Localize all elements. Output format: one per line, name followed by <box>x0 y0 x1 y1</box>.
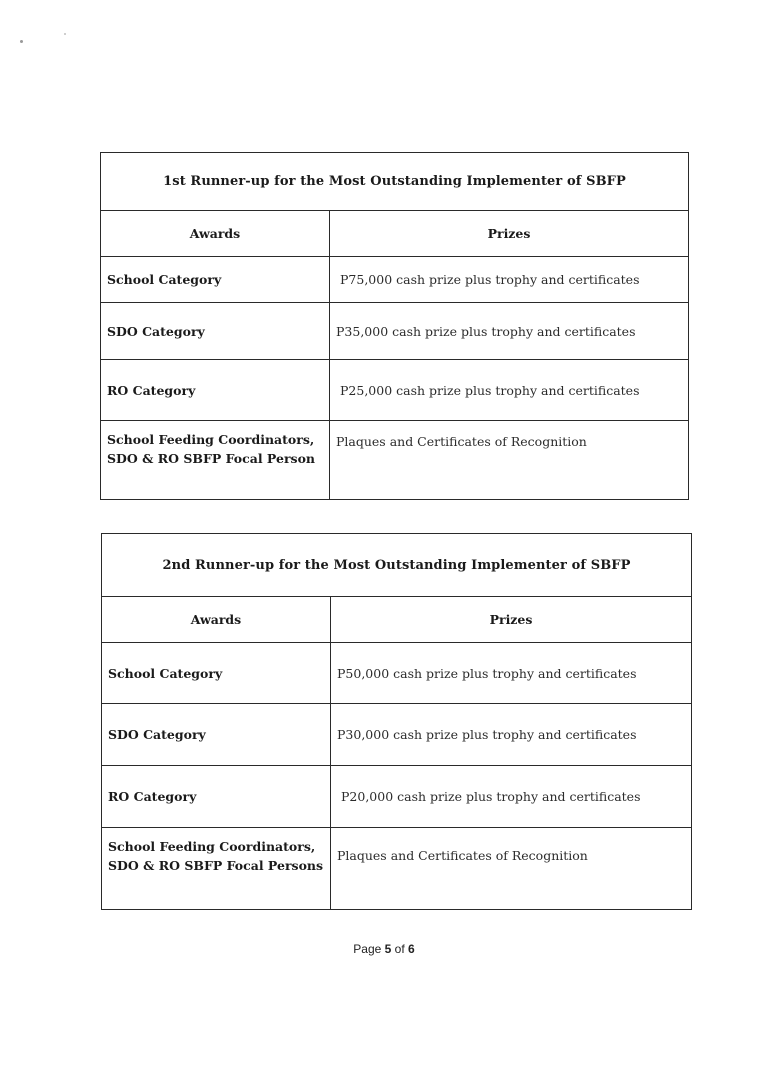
prize-value: P30,000 cash prize plus trophy and certificates <box>331 704 692 766</box>
table-row <box>102 766 692 828</box>
awards-header: Awards <box>102 597 331 643</box>
table-row <box>101 421 689 500</box>
awards-header: Awards <box>101 211 330 257</box>
current-page: 5 <box>384 942 392 956</box>
scan-speck <box>64 33 66 35</box>
table-row <box>101 303 689 360</box>
award-label: School Feeding Coordinators, SDO & RO SBFP Focal Persons <box>102 828 331 910</box>
prizes-header: Prizes <box>331 597 692 643</box>
table-row <box>102 704 692 766</box>
award-label: School Category <box>102 643 331 704</box>
second-runner-up-table <box>101 533 692 910</box>
prize-value: P25,000 cash prize plus trophy and certificates <box>330 360 689 421</box>
prize-value: P75,000 cash prize plus trophy and certificates <box>330 257 689 303</box>
table-row <box>102 828 692 910</box>
table-title: 1st Runner-up for the Most Outstanding Implementer of SBFP <box>101 153 689 211</box>
total-pages: 6 <box>408 942 415 956</box>
page-word: Page <box>353 942 382 956</box>
prize-value: P50,000 cash prize plus trophy and certificates <box>331 643 692 704</box>
table-title: 2nd Runner-up for the Most Outstanding Implementer of SBFP <box>102 534 692 597</box>
prize-value: Plaques and Certificates of Recognition <box>331 828 692 910</box>
page-number <box>0 942 768 956</box>
table-row <box>101 360 689 421</box>
award-label: School Feeding Coordinators, SDO & RO SBFP Focal Person <box>101 421 330 500</box>
award-label: RO Category <box>101 360 330 421</box>
award-label: SDO Category <box>102 704 331 766</box>
prize-value: P20,000 cash prize plus trophy and certificates <box>331 766 692 828</box>
of-word: of <box>394 942 405 956</box>
scan-speck <box>20 40 23 43</box>
table-row <box>101 257 689 303</box>
table-row <box>102 643 692 704</box>
award-label: School Category <box>101 257 330 303</box>
first-runner-up-table <box>100 152 689 500</box>
award-label: SDO Category <box>101 303 330 360</box>
prizes-header: Prizes <box>330 211 689 257</box>
prize-value: Plaques and Certificates of Recognition <box>330 421 689 500</box>
award-label: RO Category <box>102 766 331 828</box>
prize-value: P35,000 cash prize plus trophy and certificates <box>330 303 689 360</box>
